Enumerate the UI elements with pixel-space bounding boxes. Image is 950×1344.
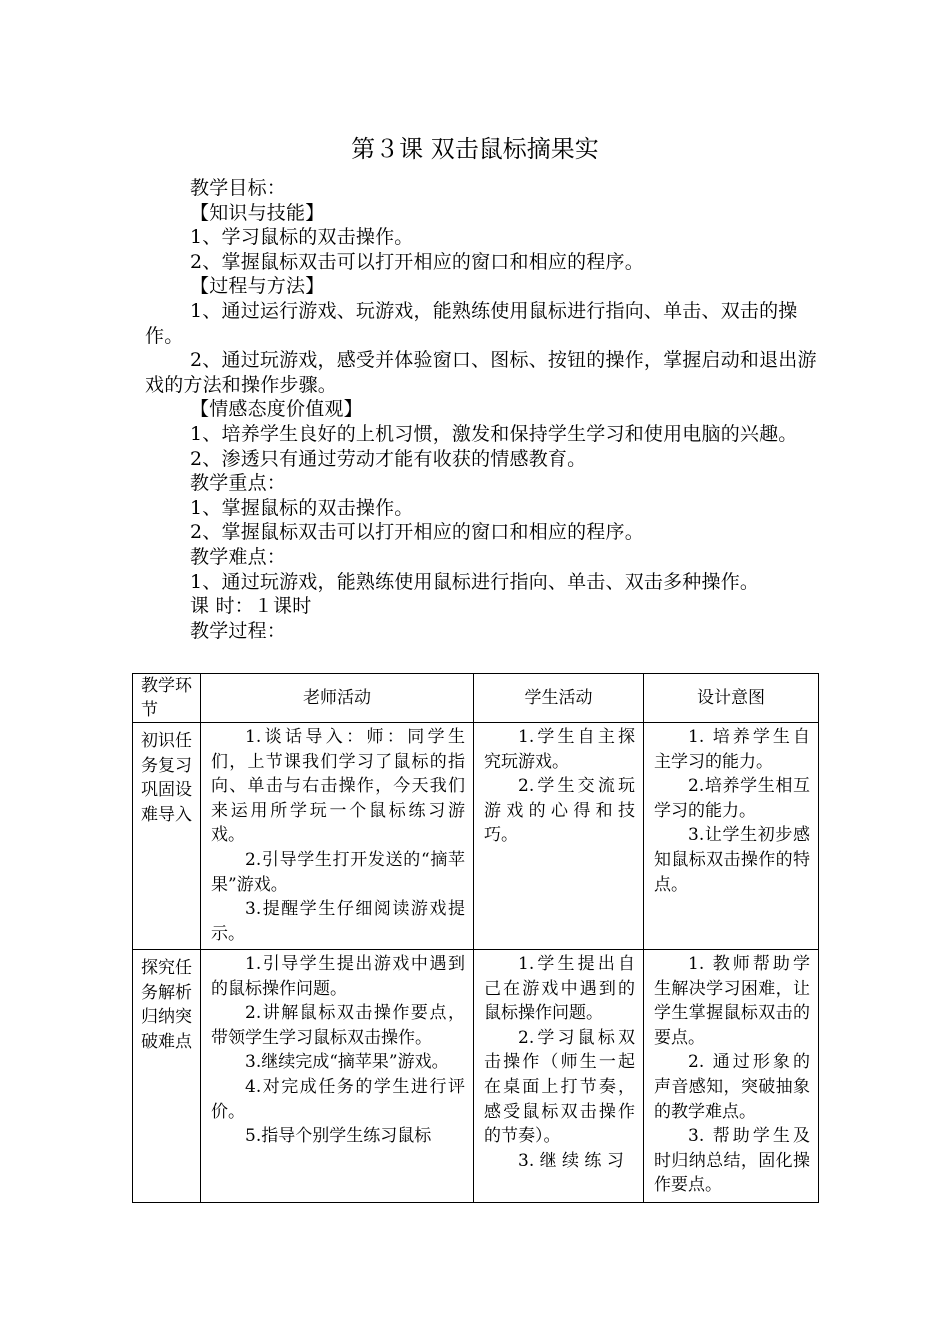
- knowledge-item: 1、学习鼠标的双击操作。: [190, 226, 414, 249]
- student-step: 1.学生提出自己在游戏中遇到的鼠标操作问题。: [484, 954, 635, 1024]
- teacher-step: 5.指导个别学生练习鼠标: [245, 1126, 432, 1147]
- teacher-step: 4.对完成任务的学生进行评价。: [211, 1076, 465, 1122]
- teaching-process-table: [132, 673, 819, 1203]
- student-cell: [474, 950, 644, 1203]
- table-row: [133, 723, 819, 950]
- process-table-heading: 教学过程：: [190, 619, 287, 642]
- emotion-item: 1、培养学生良好的上机习惯，激发和保持学生学习和使用电脑的兴趣。: [190, 422, 798, 445]
- lesson-body: [145, 176, 817, 643]
- design-cell: [644, 950, 819, 1203]
- design-step: 1. 教师帮助学生解决学习困难，让学生掌握鼠标双击的要点。: [654, 954, 810, 1048]
- teacher-step: 3.继续完成“摘苹果”游戏。: [245, 1052, 449, 1073]
- table-row: [133, 950, 819, 1203]
- knowledge-item: 2、掌握鼠标双击可以打开相应的窗口和相应的程序。: [190, 250, 644, 273]
- teacher-cell: [201, 950, 474, 1203]
- design-step: 3. 帮助学生及时归纳总结，固化操作要点。: [654, 1126, 810, 1196]
- header-stage: 教学环节: [133, 674, 201, 723]
- design-step: 3.让学生初步感知鼠标双击操作的特点。: [654, 825, 810, 895]
- student-step: 2.学生交流玩游戏的心得和技巧。: [484, 776, 635, 846]
- teacher-step: 1.引导学生提出游戏中遇到的鼠标操作问题。: [211, 954, 465, 999]
- key-points-heading: 教学重点：: [190, 472, 287, 495]
- page-title: 第３课 双击鼠标摘果实: [351, 135, 599, 163]
- table-header-row: [133, 674, 819, 723]
- difficulty-item: 1、通过玩游戏，能熟练使用鼠标进行指向、单击、双击多种操作。: [190, 570, 760, 593]
- key-point-item: 1、掌握鼠标的双击操作。: [190, 496, 414, 519]
- emotion-heading: 【情感态度价值观】: [190, 398, 363, 421]
- teacher-step: 2.讲解鼠标双击操作要点，带领学生学习鼠标双击操作。: [211, 1003, 465, 1048]
- teacher-step: 1.谈话导入：师：同学生们，上节课我们学习了鼠标的指向、单击与右击操作，今天我们来运用所学玩一个鼠标练习游戏。: [211, 727, 465, 846]
- student-step: 3. 继 续 练 习: [518, 1150, 624, 1171]
- class-hours: 课 时：１课时: [190, 595, 312, 618]
- design-cell: [644, 723, 819, 950]
- design-step: 2.培养学生相互学习的能力。: [654, 776, 810, 821]
- stage-cell: 初识任务复习巩固设难导入: [133, 723, 201, 950]
- process-item: 2、通过玩游戏，感受并体验窗口、图标、按钮的操作，掌握启动和退出游戏的方法和操作步骤。: [145, 349, 817, 396]
- header-teacher: 老师活动: [201, 674, 474, 723]
- knowledge-heading: 【知识与技能】: [190, 201, 325, 224]
- design-step: 1. 培养学生自主学习的能力。: [654, 727, 810, 772]
- key-point-item: 2、掌握鼠标双击可以打开相应的窗口和相应的程序。: [190, 521, 644, 544]
- header-student: 学生活动: [474, 674, 644, 723]
- teacher-step: 3.提醒学生仔细阅读游戏提示。: [211, 899, 465, 944]
- design-step: 2. 通过形象的声音感知，突破抽象的教学难点。: [654, 1052, 810, 1122]
- emotion-item: 2、渗透只有通过劳动才能有收获的情感教育。: [190, 447, 587, 470]
- header-design: 设计意图: [644, 674, 819, 723]
- teacher-step: 2.引导学生打开发送的“摘苹果”游戏。: [211, 849, 465, 895]
- stage-cell: 探究任务解析归纳突破难点: [133, 950, 201, 1203]
- teacher-cell: [201, 723, 474, 950]
- objectives-heading: 教学目标：: [190, 177, 287, 199]
- student-step: 1.学生自主探究玩游戏。: [484, 727, 635, 772]
- difficulties-heading: 教学难点：: [190, 545, 287, 568]
- student-cell: [474, 723, 644, 950]
- process-heading: 【过程与方法】: [190, 275, 325, 298]
- student-step: 2.学习鼠标双击操作（师生一起在桌面上打节奏，感受鼠标双击操作的节奏）。: [484, 1027, 635, 1147]
- process-item: 1、通过运行游戏、玩游戏，能熟练使用鼠标进行指向、单击、双击的操作。: [145, 299, 798, 347]
